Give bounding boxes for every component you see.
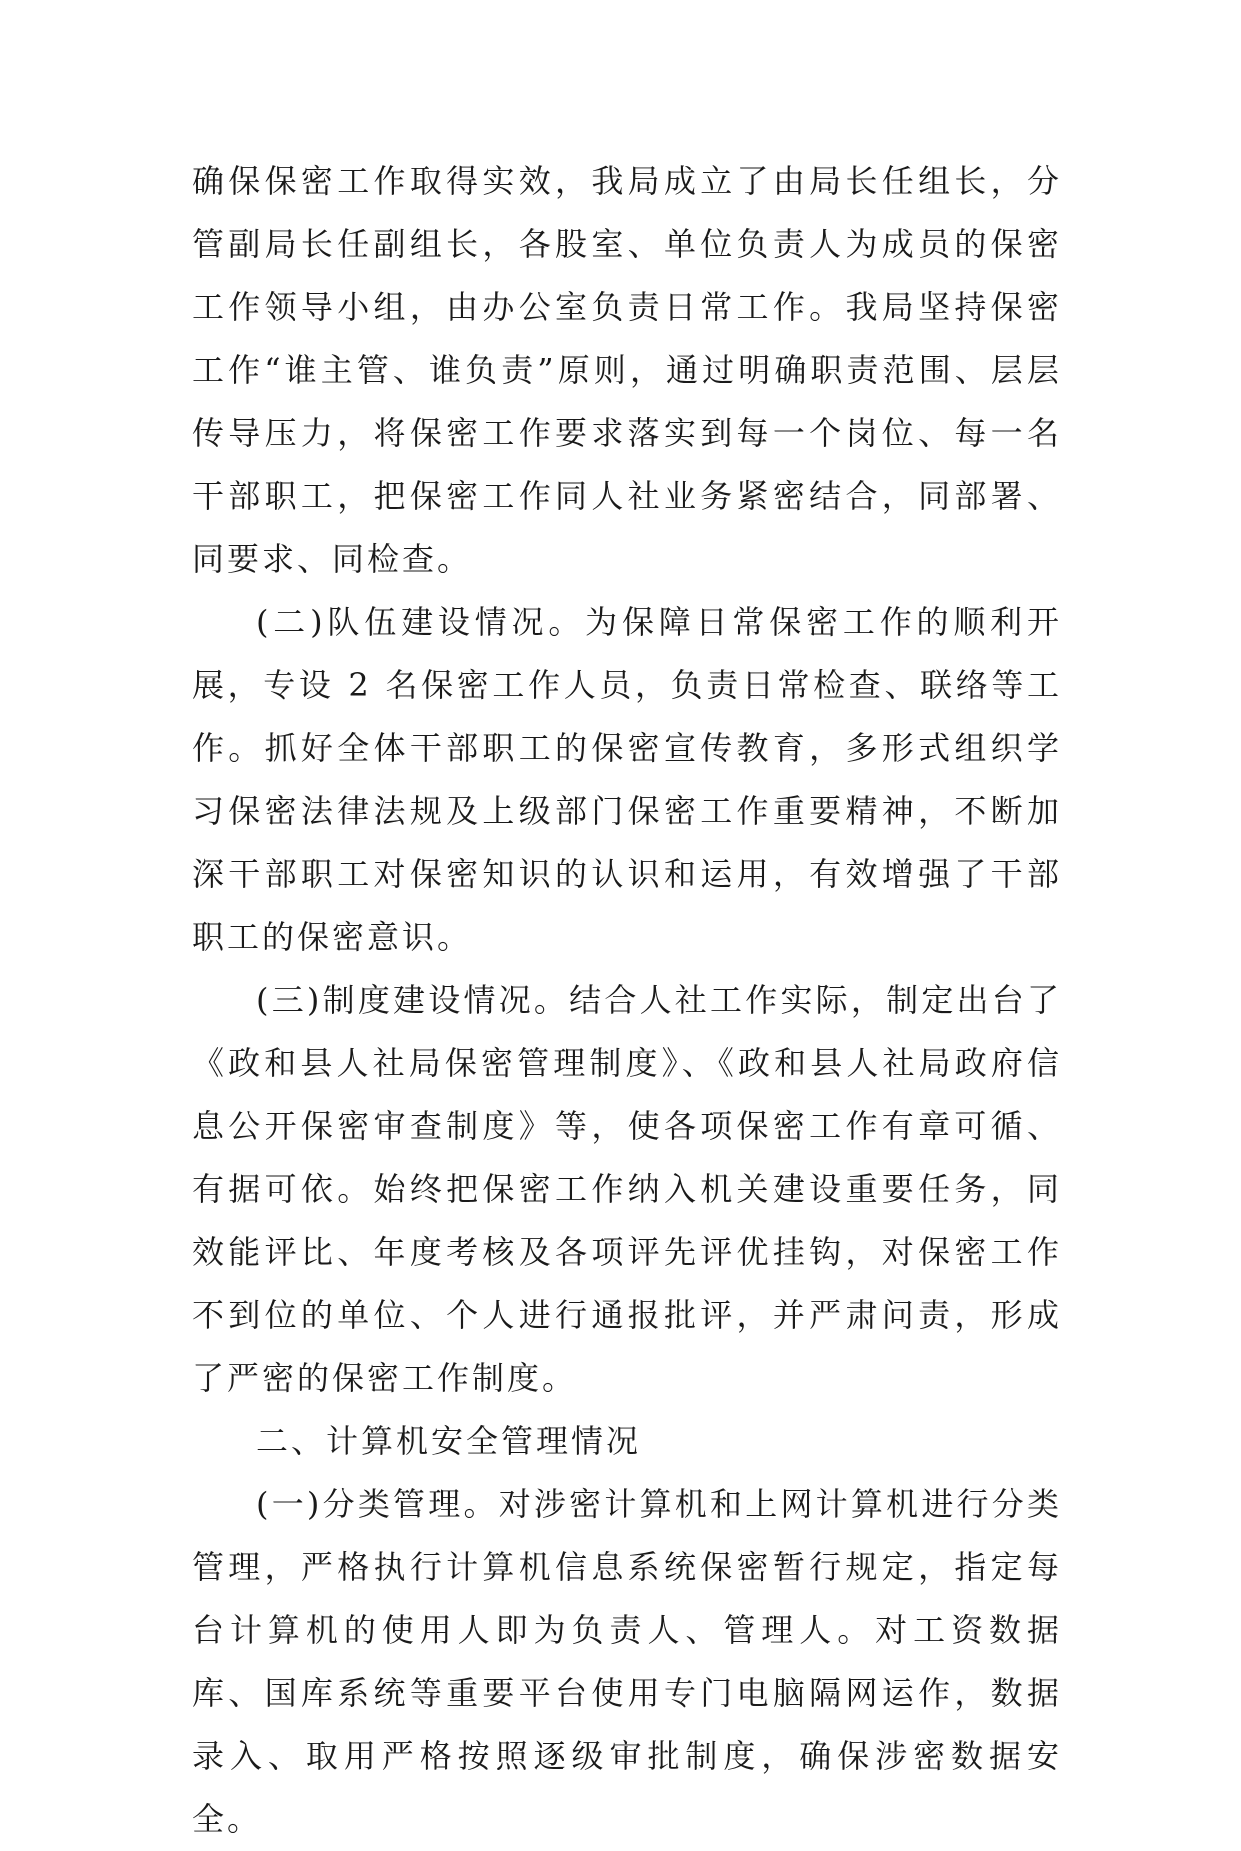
paragraph-leadership-group: 确保保密工作取得实效，我局成立了由局长任组长，分管副局长任副组长，各股室、单位负责人为成员的保密工作领导小组，由办公室负责日常工作。我局坚持保密工作“谁主管、谁负责”原则，通过明确职责范围、层层传导压力，将保密工作要求落实到每一个岗位、每一名干部职工，把保密工作同人社业务紧密结合，同部署、同要求、同检查。 <box>192 162 1062 578</box>
paragraph-team-building: (二)队伍建设情况。为保障日常保密工作的顺利开展，专设 2 名保密工作人员，负责日常检查、联络等工作。抓好全体干部职工的保密宣传教育，多形式组织学习保密法律法规及上级部门保密工作重要精神，不断加深干部职工对保密知识的认识和运用，有效增强了干部职工的保密意识。 <box>192 603 1062 956</box>
paragraph-classified-management: (一)分类管理。对涉密计算机和上网计算机进行分类管理，严格执行计算机信息系统保密暂行规定，指定每台计算机的使用人即为负责人、管理人。对工资数据库、国库系统等重要平台使用专门电脑隔网运作，数据录入、取用严格按照逐级审批制度，确保涉密数据安全。 <box>192 1485 1062 1838</box>
document-body <box>192 150 1062 1851</box>
section-heading-computer-security: 二、计算机安全管理情况 <box>256 1422 642 1460</box>
paragraph-system-building: (三)制度建设情况。结合人社工作实际，制定出台了《政和县人社局保密管理制度》、《政和县人社局政府信息公开保密审查制度》等，使各项保密工作有章可循、有据可依。始终把保密工作纳入机关建设重要任务，同效能评比、年度考核及各项评先评优挂钩，对保密工作不到位的单位、个人进行通报批评，并严肃问责，形成了严密的保密工作制度。 <box>192 981 1062 1397</box>
